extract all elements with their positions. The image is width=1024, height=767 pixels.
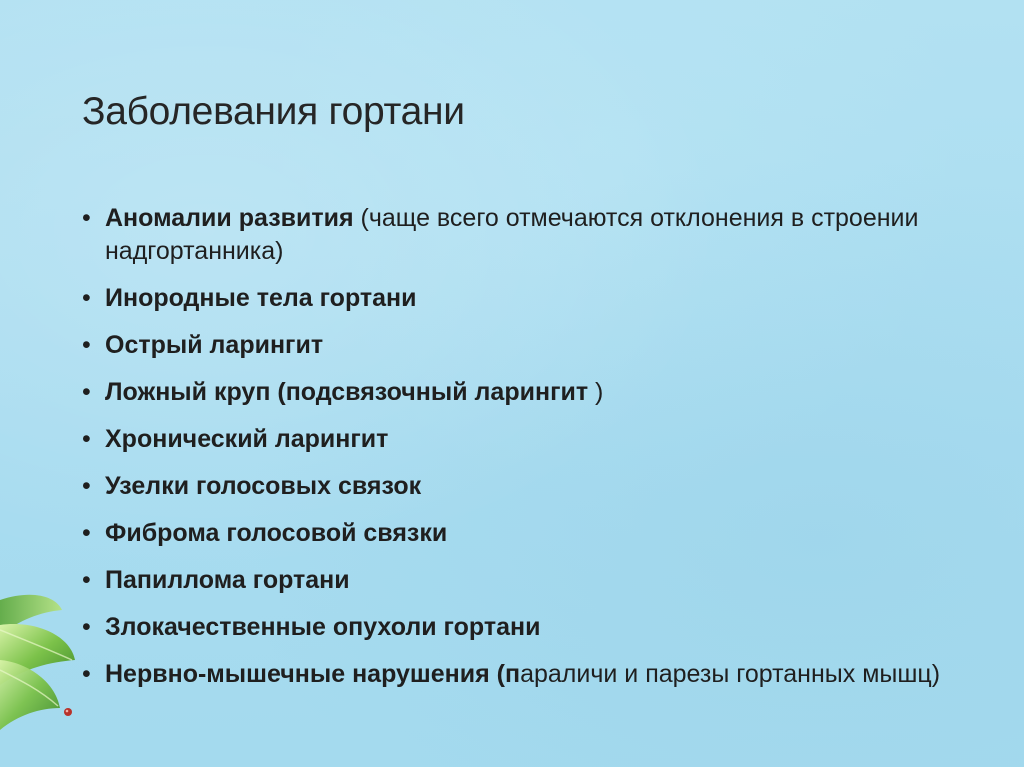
list-item (82, 202, 962, 268)
list-item-text: (чаще всего отмечаются отклонения в строении надгортанника) (105, 204, 919, 265)
list-item (82, 658, 962, 691)
disease-list (82, 202, 962, 705)
slide-title: Заболевания гортани (82, 90, 465, 133)
bullet-icon: • (82, 566, 91, 594)
list-item-bold: Ложный круп (подсвязочный ларингит (105, 378, 596, 406)
list-item-text: ) (595, 378, 604, 406)
list-item (82, 611, 962, 644)
list-item-bold: Фиброма голосовой связки (105, 519, 448, 547)
bullet-icon: • (82, 331, 91, 359)
list-item (82, 329, 962, 362)
list-item (82, 517, 962, 550)
list-item (82, 470, 962, 503)
list-item-bold: Аномалии развития (105, 204, 354, 232)
bullet-icon: • (82, 472, 91, 500)
list-item-bold: Хронический ларингит (105, 425, 389, 453)
bullet-icon: • (82, 660, 91, 688)
list-item-bold: Нервно-мышечные нарушения (п (105, 660, 521, 688)
bullet-icon: • (82, 378, 91, 406)
list-item-bold: Злокачественные опухоли гортани (105, 613, 541, 641)
list-item-bold: Инородные тела гортани (105, 284, 417, 312)
bullet-icon: • (82, 204, 91, 232)
list-item (82, 564, 962, 597)
bullet-icon: • (82, 425, 91, 453)
bullet-icon: • (82, 284, 91, 312)
list-item-text: араличи и парезы гортанных мышц) (520, 660, 941, 688)
bullet-icon: • (82, 519, 91, 547)
list-item-bold: Острый ларингит (105, 331, 324, 359)
list-item (82, 423, 962, 456)
list-item-bold: Узелки голосовых связок (105, 472, 422, 500)
list-item-bold: Папиллома гортани (105, 566, 350, 594)
bullet-icon: • (82, 613, 91, 641)
leaf-decoration-icon (0, 590, 90, 740)
list-item (82, 282, 962, 315)
list-item (82, 376, 962, 409)
